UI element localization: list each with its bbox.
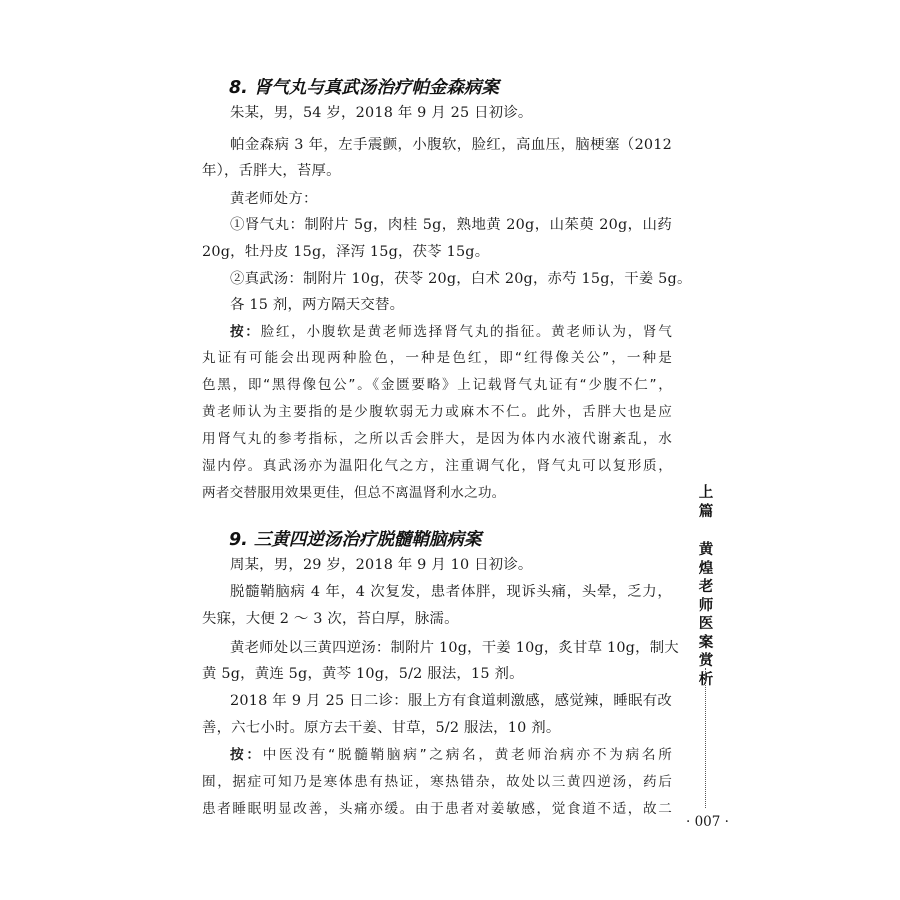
note-text: 中医没有“脱髓鞘脑病”之病名，黄老师治病亦不为病名所 bbox=[262, 747, 672, 763]
note-label: 按： bbox=[230, 324, 261, 340]
case-line: 黄老师处方： bbox=[230, 191, 318, 207]
title-char: 赏 bbox=[698, 653, 714, 669]
note-line: 囿，据症可知乃是寒体患有热证，寒热错杂，故处以三黄四逆汤，药后 bbox=[202, 774, 672, 790]
page-number: · 007 · bbox=[686, 814, 729, 830]
note-label: 按： bbox=[230, 747, 263, 763]
note-line: 用肾气丸的参考指标，之所以舌会胖大，是因为体内水液代谢紊乱，水 bbox=[202, 431, 672, 447]
case-line: ①肾气丸：制附片 5g，肉桂 5g，熟地黄 20g，山茱萸 20g，山药 bbox=[230, 217, 672, 233]
title-char: 案 bbox=[698, 634, 714, 651]
sidebar-spacer bbox=[696, 521, 716, 541]
case-line: 黄 5g，黄连 5g，黄芩 10g，5/2 服法，15 剂。 bbox=[202, 666, 524, 682]
title-char: 师 bbox=[698, 597, 714, 614]
case-line: 各 15 剂，两方隔天交替。 bbox=[230, 297, 405, 313]
note-line bbox=[230, 745, 672, 765]
case-line: 失寐，大便 2 ～ 3 次，苔白厚，脉濡。 bbox=[202, 611, 459, 627]
case-line: 年），舌胖大，苔厚。 bbox=[202, 163, 341, 179]
note-line bbox=[230, 322, 672, 342]
case-line: 周某，男，29 岁，2018 年 9 月 10 日初诊。 bbox=[230, 557, 533, 573]
dotted-divider bbox=[705, 668, 706, 808]
title-char: 析 bbox=[698, 671, 714, 688]
case-line: 20g，牡丹皮 15g，泽泻 15g，茯苓 15g。 bbox=[202, 244, 490, 260]
note-line: 丸证有可能会出现两种脸色，一种是色红，即“红得像关公”，一种是 bbox=[202, 350, 672, 366]
note-line: 黄老师认为主要指的是少腹软弱无力或麻木不仁。此外，舌胖大也是应 bbox=[202, 404, 672, 420]
note-line: 湿内停。真武汤亦为温阳化气之方，注重调气化，肾气丸可以复形质， bbox=[202, 458, 672, 474]
part-char: 篇 bbox=[698, 503, 714, 520]
title-char: 老 bbox=[698, 579, 714, 595]
case-line: 黄老师处以三黄四逆汤：制附片 10g，干姜 10g，炙甘草 10g，制大 bbox=[230, 640, 679, 656]
note-line: 患者睡眠明显改善，头痛亦缓。由于患者对姜敏感，觉食道不适，故二 bbox=[202, 801, 672, 817]
note-text: 脸红，小腹软是黄老师选择肾气丸的指征。黄老师认为，肾气 bbox=[260, 324, 672, 340]
case-line: 脱髓鞘脑病 4 年，4 次复发，患者体胖，现诉头痛，头晕，乏力， bbox=[230, 584, 672, 600]
note-line: 两者交替服用效果更佳，但总不离温肾利水之功。 bbox=[202, 485, 506, 501]
title-char: 黄 bbox=[698, 542, 714, 558]
case-line: 善，六七小时。原方去干姜、甘草，5/2 服法，10 剂。 bbox=[202, 720, 561, 736]
case-line: 帕金森病 3 年，左手震颤，小腹软，脸红，高血压，脑梗塞（2012 bbox=[230, 137, 672, 153]
section-8-heading: 8. 肾气丸与真武汤治疗帕金森病案 bbox=[229, 78, 499, 98]
title-char: 煌 bbox=[698, 560, 714, 577]
section-9-heading: 9. 三黄四逆汤治疗脱髓鞘脑病案 bbox=[229, 530, 482, 550]
part-char: 上 bbox=[698, 485, 714, 501]
case-line: 2018 年 9 月 25 日二诊：服上方有食道刺激感，感觉辣，睡眠有改 bbox=[230, 693, 672, 709]
note-line: 色黑，即“黑得像包公”。《金匮要略》上记载肾气丸证有“少腹不仁”， bbox=[202, 377, 672, 393]
case-line: ②真武汤：制附片 10g，茯苓 20g，白术 20g，赤芍 15g，干姜 5g。 bbox=[230, 271, 692, 287]
case-line: 朱某，男，54 岁，2018 年 9 月 25 日初诊。 bbox=[230, 105, 533, 121]
title-char: 医 bbox=[698, 616, 714, 632]
running-header bbox=[696, 484, 716, 689]
